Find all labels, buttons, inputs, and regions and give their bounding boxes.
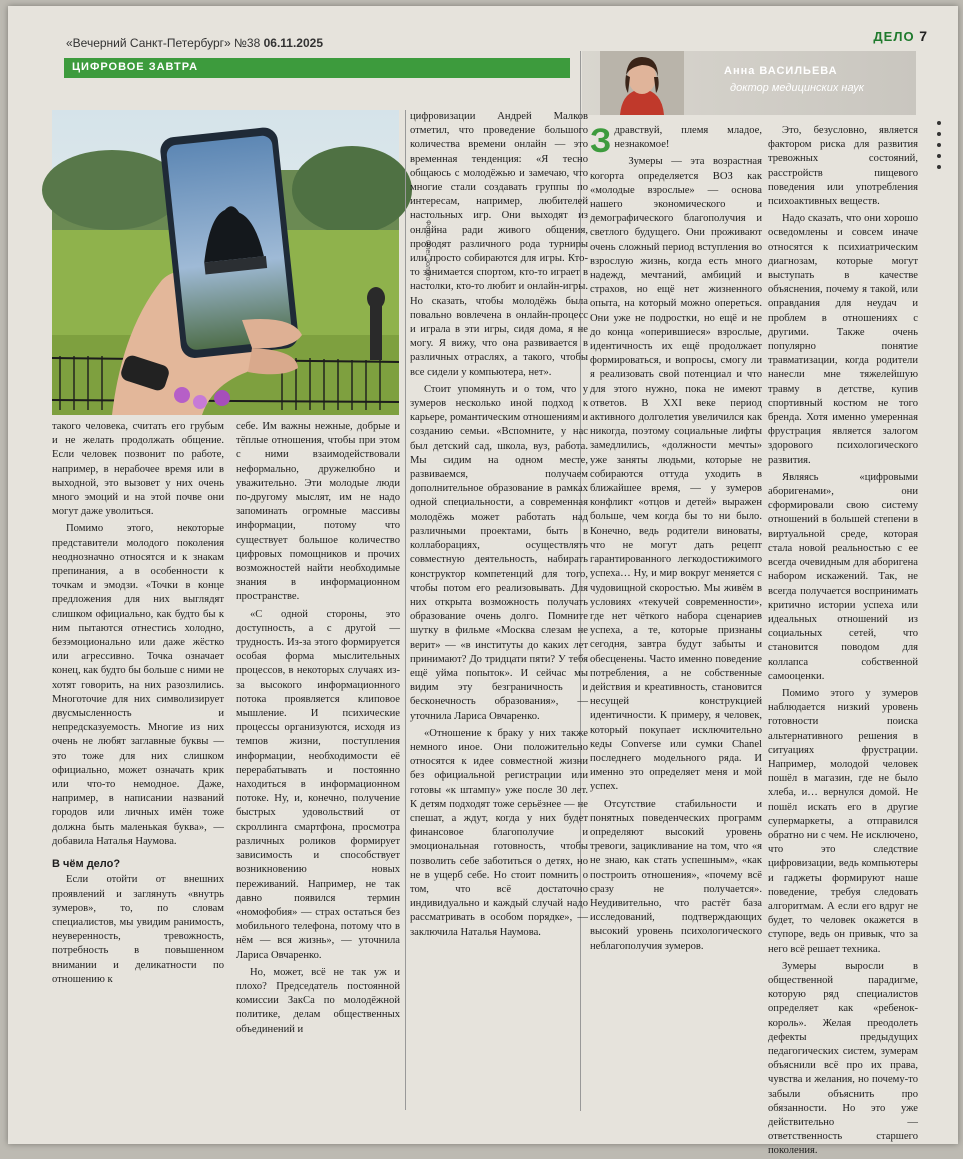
publication-line bbox=[66, 36, 323, 50]
column-rule bbox=[405, 110, 406, 1110]
page-number: 7 bbox=[919, 28, 928, 44]
article-column-1 bbox=[52, 420, 224, 987]
paragraph: Отсутствие стабильности и понятных поведенческих программ определяют высокий уровень тревоги, зацикливание на том, что «я не знаю, как стать успешным», «как построить отношения», «почему всё сразу не получается». Неудивительно, что растёт база исследований, подтверждающих высокий уровень психологического неблагополучия зумеров. bbox=[590, 798, 762, 952]
paragraph: «С одной стороны, это доступность, а с другой — трудность. Из-за этого формируется особая форма мыслительных процессов, в некоторых случаях из-за высокого информационного потока проявляется клиповое мышление. И психические процессы организуются, исходя из темпов жизни, поступления информации, необходимости её перерабатывать и постоянно находиться в информационном потоке. Ну, и, конечно, получение быстрых удовольствий от скроллинга смартфона, просмотра различных роликов формирует зависимость и способствует возникновению новых переживаний. Например, не так давно появился термин «номофобия» — страх остаться без мобильного телефона, потому что в нём — вся жизнь», — уточнила Лариса Овчаренко. bbox=[236, 608, 400, 961]
paragraph: Но, может, всё не так уж и плохо? Председатель постоянной комиссии ЗакСа по молодёжной политике, делам общественных объединений и bbox=[236, 966, 400, 1035]
author-photo bbox=[600, 51, 684, 115]
subheading: В чём дело? bbox=[52, 858, 121, 871]
photo-credit: Фото: Олег Золото bbox=[424, 220, 431, 281]
paragraph: Зумеры — эта возрастная когорта определяется ВОЗ как «молодые взрослые» — основа нашего экономического и демографического благополучия и светлого будущего. Они проживают очень сложный период вступления во взрослую жизнь, когда есть много надежд, мечтаний, амбиций и страхов, но ещё нет жизненного опыта, на который можно опереться. Они уже не подростки, но ещё и не до конца «оперившиеся» взрослые, идентичность их ещё продолжает формироваться, и вопросы, смогу ли я реализовать свой потенциал и что для этого нужно, пока не имеют ответов. В XXI веке период активного долголетия увеличился как никогда, поэтому социальные лифты замедлились, «должности мечты» уже заняты людьми, которые не собираются оттуда уходить в ближайшее время, — у зумеров конфликт «отцов и детей» выражен больше, чем когда бы то ни было. Конечно, ведь родители виноваты, что не могут дать рецепт гарантированного легкодостижимого успеха… Ну, и мир вокруг меняется с чудовищной скоростью. Мы живём в условиях «текучей современности», где нет чёткого набора сценариев успеха, а те, которые признаны сегодня, завтра будут забыты и обесценены. Часто именно поведение потребления, а не собственные действия и креативность, становится несущей конструкцией идентичности. К примеру, я человек, который покупает исключительно кеды Converse или сумки Chanel последнего модельного ряда. И именно это определяет меня и мой успех. bbox=[590, 156, 762, 793]
paragraph: Стоит упомянуть и о том, что у зумеров несколько иной подход к карьере, романтическим отношениям и созданию семьи. «Вспомните, у нас был детский сад, школа, вуз, работа. Мы сидим на одном месте, развиваемся, получаем дополнительное образование в рамках одной специальности, а современная молодёжь может работать над различными проектами, быть в коллаборациях, осуществлять совместную деятельность, набирать конструктор компетенций для того, чтобы потом его реализовывать. Для них открыта возможность получать образование очень долго. Помните шутку в фильме «Москва слезам не верит» — «в институты до каких лет принимают? До тридцати пяти? У тебя ещё уйма попыток». И сейчас мы видим эту безграничность и бесконечность образования», — уточнила Лариса Овчаренко. bbox=[410, 383, 588, 722]
paragraph: Помимо этого, некоторые представители молодого поколения неоднозначно относятся и к знакам препинания, а в особенности к точкам и эмодзи. «Точки в конце предложения для них выглядят слишком официально, как будто бы к ним пытаются отнестись холодно, безэмоционально или даже жёстко или агрессивно. Точка означает конец, как будто бы больше с ними не хотят говорить, на них разозлились. Многоточие для них символизирует двусмысленность и непредсказуемость. Многие из них очень не любят заглавные буквы — это тоже для них слишком официально, может означать крик или что-то немодное. Даже, например, в написании названий городов или личных имён тоже должна быть маленькая буква», — добавила Наталья Наумова. bbox=[52, 523, 224, 847]
section-label bbox=[873, 28, 928, 44]
section-name: ДЕЛО bbox=[873, 29, 915, 44]
paragraph: себе. Им важны нежные, добрые и тёплые отношения, чтобы при этом с ними взаимодействовали неформально, дружелюбно и уважительно. Эти молодые люди по-другому мыслят, им не надо запоминать огромные массивы информации, потому что существует большое количество цифровых помощников и прочих возможностей найти необходимые знания в информационном пространстве. bbox=[236, 421, 400, 603]
publication-name: «Вечерний Санкт-Петербург» №38 bbox=[66, 36, 261, 50]
rubric-bar bbox=[64, 58, 570, 78]
drop-cap: З bbox=[590, 122, 612, 160]
paragraph: такого человека, считать его грубым и не желать продолжать общение. Если человек позвонит по работе, например, в нерабочее время или в выходной, это вызовет у них очень много эмоций и на этой почве они могут даже уволиться. bbox=[52, 421, 224, 518]
paragraph: Помимо этого у зумеров наблюдается низкий уровень готовности поиска альтернативного решения в ситуациях фрустрации. Например, молодой человек пошёл в магазин, где не было хлеба, и… вернулся домой. Не пошёл искать его в другие супермаркеты, а отправился обратно ни с чем. Не исключено, что это следствие цифровизации, ведь компьютеры и гаджеты формируют наше поведение, требуя следовать алгоритмам. А если его вдруг не будет, то человек окажется в ступоре, ведь он привык, что за него всё решает техника. bbox=[768, 687, 918, 955]
paragraph: Это, безусловно, является фактором риска для развития тревожных состояний, расстройств пищевого поведения или употребления психоактивных веществ. bbox=[768, 125, 918, 208]
lead-text: дравствуй, племя младое, незнакомое! bbox=[614, 125, 762, 151]
article-column-3 bbox=[410, 110, 588, 940]
issue-date: 06.11.2025 bbox=[263, 36, 324, 50]
margin-dots bbox=[934, 114, 946, 169]
lead-paragraph bbox=[590, 122, 762, 160]
opinion-column-1 bbox=[590, 124, 762, 954]
author-title: доктор медицинских наук bbox=[730, 82, 864, 94]
paragraph: Если отойти от внешних проявлений и заглянуть «внутрь зумеров», то, по словам специалистов, мы увидим ранимость, неуверенность, тревожность, потребность в повышенном внимании и деликатности по отношению к bbox=[52, 874, 224, 985]
article-column-2 bbox=[236, 420, 400, 1037]
page-header bbox=[48, 14, 928, 50]
paragraph: Являясь «цифровыми аборигенами», они сформировали свою систему отношений в большей степени в виртуальной среде, которая стала новой реальностью с ее всегда очевидным для аборигена набором искажений. Так, не всегда получается воспринимать критично истории успеха или идеальных отношений из социальных сетей, что становится поводом для коллапса собственной самооценки. bbox=[768, 471, 918, 682]
article-photo bbox=[52, 110, 431, 415]
opinion-column-2 bbox=[768, 124, 918, 1159]
paragraph: Надо сказать, что они хорошо осведомлены и совсем иначе относятся к психиатрическим диагнозам, которые могут выступать в качестве объяснения, почему я такой, или оправдания для неудач и проблем в отношениях с другими. Также очень популярно понятие травматизации, когда родители нанесли мне тяжелейшую травму в детстве, купив спортивный костюм не того бренда. Хотя именно умеренная фрустрация является залогом здорового психологического развития. bbox=[768, 213, 918, 466]
paragraph: цифровизации Андрей Малков отметил, что проведение большого количества времени онлайн — это временная тенденция: «Я тесно общаюсь с молодёжью и замечаю, что многие стали создавать группы по интересам, например, любителей настольных игр. Они выходят из онлайна ради живого общения, проводят различного рода турниры или просто собираются для игры. Кто-то занимается спортом, кто-то играет в настолки, кто-то любит и онлайн-игры. Но сказать, чтобы молодёжь была повально вовлечена в онлайн-процесс и играла в эти игры, сидя дома, я не могу. Я вижу, что она развивается в различных отраслях, а такого, чтобы все сидели у компьютера, нет». bbox=[410, 111, 588, 378]
newspaper-page bbox=[8, 6, 958, 1157]
author-block bbox=[582, 51, 916, 115]
photo-hand-phone-monument bbox=[52, 110, 399, 415]
author-name: Анна ВАСИЛЬЕВА bbox=[724, 65, 838, 77]
rubric-title: ЦИФРОВОЕ ЗАВТРА bbox=[72, 61, 199, 73]
paragraph: «Отношение к браку у них также немного иное. Они положительно относятся к идее совместной жизни без официальной регистрации или готовы «к штампу» уже после 30 лет. К детям подходят тоже серьёзнее — не спешат, а ждут, когда у них будет финансовое благополучие и эмоциональная готовность, чтобы позволить себе заботиться о детях, но не в ущерб себе. Но стоит помнить о том, что всё достаточно индивидуально и каждый случай надо рассматривать в особом порядке», — заключила Наталья Наумова. bbox=[410, 727, 588, 938]
paragraph: Зумеры выросли в общественной парадигме, которую ряд специалистов определяет как «ребенок-король». Желая преодолеть дефекты предыдущих педагогических систем, зумерам объяснили всё про их права, чувства и желания, но почему-то забыли объяснить про обязанности. Но это уже действительно — ответственность старшего поколения. bbox=[768, 960, 918, 1157]
